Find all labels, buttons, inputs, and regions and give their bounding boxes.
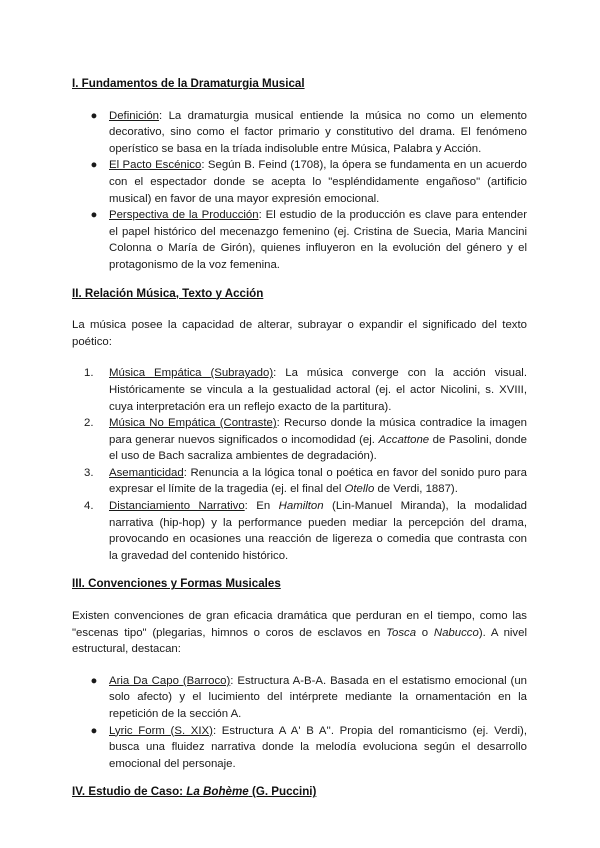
list-item-term: Perspectiva de la Producción	[109, 209, 259, 222]
list-item-text: : Recurso donde la música contradice la imagen para generar nuevos significados o incomodidad (ej.	[109, 417, 527, 446]
list-item	[72, 157, 527, 207]
list-item-term: Lyric Form (S. XIX)	[109, 724, 213, 737]
heading-italic: La Bohème	[186, 785, 249, 799]
list-item-term: Distanciamiento Narrativo	[109, 500, 245, 513]
list-item-number: 1.	[84, 367, 94, 380]
section-heading-1: I. Fundamentos de la Dramaturgia Musical	[72, 77, 305, 90]
list-item-text: : Estructura A-B-A. Basada en el estatismo emocional (un solo afecto) y el lucimiento del intérprete mediante la ornamentación en la repetición de la sección A.	[109, 674, 527, 720]
list-item-number: 2.	[84, 417, 94, 430]
bullet-icon: ●	[90, 109, 98, 122]
list-item-number: 4.	[84, 500, 94, 513]
list-item	[72, 723, 527, 773]
list-item-term: El Pacto Escénico	[109, 159, 202, 172]
section-1-list	[72, 108, 527, 274]
bullet-icon: ●	[90, 159, 98, 172]
list-item-italic: Hamilton	[278, 500, 324, 513]
list-item-term: Definición	[109, 109, 160, 122]
bullet-icon: ●	[90, 724, 98, 737]
section-heading-3: III. Convenciones y Formas Musicales	[72, 577, 281, 591]
list-item	[72, 465, 527, 498]
section-2-list	[72, 365, 527, 564]
intro-text: o	[416, 626, 434, 639]
list-item-term: Música Empática (Subrayado)	[109, 367, 274, 380]
list-item-number: 3.	[84, 466, 94, 479]
section-heading-4	[72, 784, 527, 801]
list-item-text: de Pasolini, donde el uso de Bach sacraliza ambientes de degradación).	[109, 433, 527, 463]
heading-text: (G. Puccini)	[248, 785, 317, 799]
list-item-text: : Estructura A A' B A''. Propia del romanticismo (ej. Verdi), busca una fluidez narrativa donde la melodía evoluciona según el desarrollo emocional del personaje.	[109, 724, 527, 770]
list-item-text: : La música converge con la acción visual. Históricamente se vincula a la gestualidad actoral (ej. el actor Nicolini, s. XVIII, cuya interpretación era un reflejo exacto de la partitura).	[109, 367, 527, 413]
list-item-text: : En	[244, 500, 279, 513]
document-page	[72, 76, 527, 801]
list-item	[72, 415, 527, 465]
list-item-text: : Según B. Feind (1708), la ópera se fundamenta en un acuerdo con el espectador donde se acepta lo "espléndidamente engañoso" (artificio musical) en favor de una mayor expresión emocional.	[109, 159, 527, 205]
list-item-italic: Accattone	[378, 433, 430, 446]
list-item-text: : La dramaturgia musical entiende la música no como un elemento decorativo, sino como el factor primario y constitutivo del drama. El fenómeno operístico se basa en la tríada indisoluble entre Música, Palabra y Acción.	[109, 109, 527, 155]
section-2-intro: La música posee la capacidad de alterar, subrayar o expandir el significado del texto poético:	[72, 319, 527, 348]
list-item	[72, 108, 527, 158]
list-item	[72, 673, 527, 723]
intro-text: Existen convenciones de gran eficacia dramática que perduran en el tiempo, como las "escenas tipo" (plegarias, himnos o coros de esclavos en	[72, 610, 527, 639]
intro-italic: Nabucco	[433, 626, 479, 639]
list-item	[72, 207, 527, 273]
heading-text: IV. Estudio de Caso:	[72, 785, 187, 799]
intro-italic: Tosca	[386, 626, 417, 639]
list-item-text: (Lin-Manuel Miranda), la modalidad narrativa (hip-hop) y la performance pueden mediar la percepción del drama, provocando en ocasiones una reacción de ligereza o comedia que contrasta con la gravedad del contenido histórico.	[109, 500, 527, 562]
list-item	[72, 498, 527, 564]
section-3-list	[72, 673, 527, 773]
bullet-icon: ●	[90, 674, 98, 687]
list-item-text: : El estudio de la producción es clave para entender el papel histórico del mecenazgo femenino (ej. Cristina de Suecia, Maria Mancini Colonna o María de Girón), quienes influyeron en la evolución del género y el protagonismo de la voz femenina.	[109, 209, 527, 271]
list-item-text: de Verdi, 1887).	[374, 483, 458, 496]
list-item	[72, 365, 527, 415]
bullet-icon: ●	[90, 209, 98, 222]
list-item-term: Asemanticidad	[109, 466, 184, 479]
list-item-text: : Renuncia a la lógica tonal o poética en favor del sonido puro para expresar el límite de la tragedia (ej. el final del	[109, 466, 527, 496]
list-item-italic: Otello	[344, 483, 375, 496]
list-item-term: Música No Empática (Contraste)	[109, 417, 277, 430]
list-item-term: Aria Da Capo (Barroco)	[109, 674, 231, 687]
section-heading-2: II. Relación Música, Texto y Acción	[72, 286, 264, 300]
intro-text: ). A nivel estructural, destacan:	[72, 626, 527, 656]
section-3-intro	[72, 608, 527, 658]
